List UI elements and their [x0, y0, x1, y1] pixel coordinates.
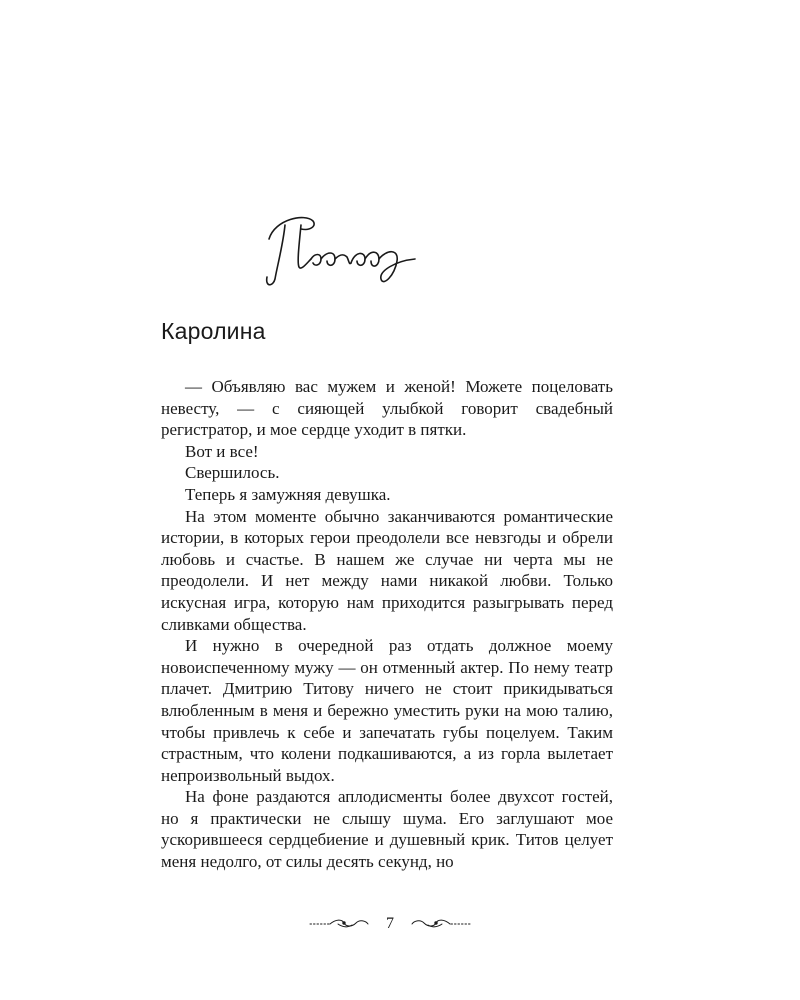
- body-text: [161, 376, 613, 873]
- paragraph: На фоне раздаются аплодисменты более двухсот гостей, но я практически не слышу шума. Его заглушают мое ускорившееся сердцебиение и душевный крик. Титов целует меня недолго, от силы десять секунд, но: [161, 787, 613, 872]
- paragraph: На этом моменте обычно заканчиваются романтические истории, в которых герои преодолели все невзгоды и обрели любовь и счастье. В нашем же случае ни черта мы не преодолели. И нет между нами никакой любви. Только искусная игра, которую нам приходится разыгрывать перед сливками общества.: [161, 506, 613, 634]
- page-footer: [300, 912, 480, 936]
- paragraph: Теперь я замужняя девушка.: [185, 484, 391, 504]
- paragraph: Вот и все!: [185, 441, 259, 461]
- ornament-right-icon: [410, 917, 472, 931]
- chapter-title-calligraphy-icon: [255, 205, 425, 295]
- ornament-left-icon: [308, 917, 370, 931]
- paragraph: — Объявляю вас мужем и женой! Можете поцеловать невесту, — с сияющей улыбкой говорит свадебный регистратор, и мое сердце уходит в пятки.: [161, 377, 613, 440]
- section-heading: Каролина: [161, 318, 266, 344]
- paragraph: И нужно в очередной раз отдать должное моему новоиспеченному мужу — он отменный актер. По нему театр плачет. Дмитрию Титову ничего не стоит прикидываться влюбленным в меня и бережно уместить руки на мою талию, чтобы привлечь к себе и запечатать губы поцелуем. Таким страстным, что колени подкашиваются, а из горла вылетает непроизвольный выдох.: [161, 636, 613, 785]
- page-number: 7: [386, 915, 394, 932]
- chapter-title: [255, 205, 425, 295]
- paragraph: Свершилось.: [185, 463, 280, 483]
